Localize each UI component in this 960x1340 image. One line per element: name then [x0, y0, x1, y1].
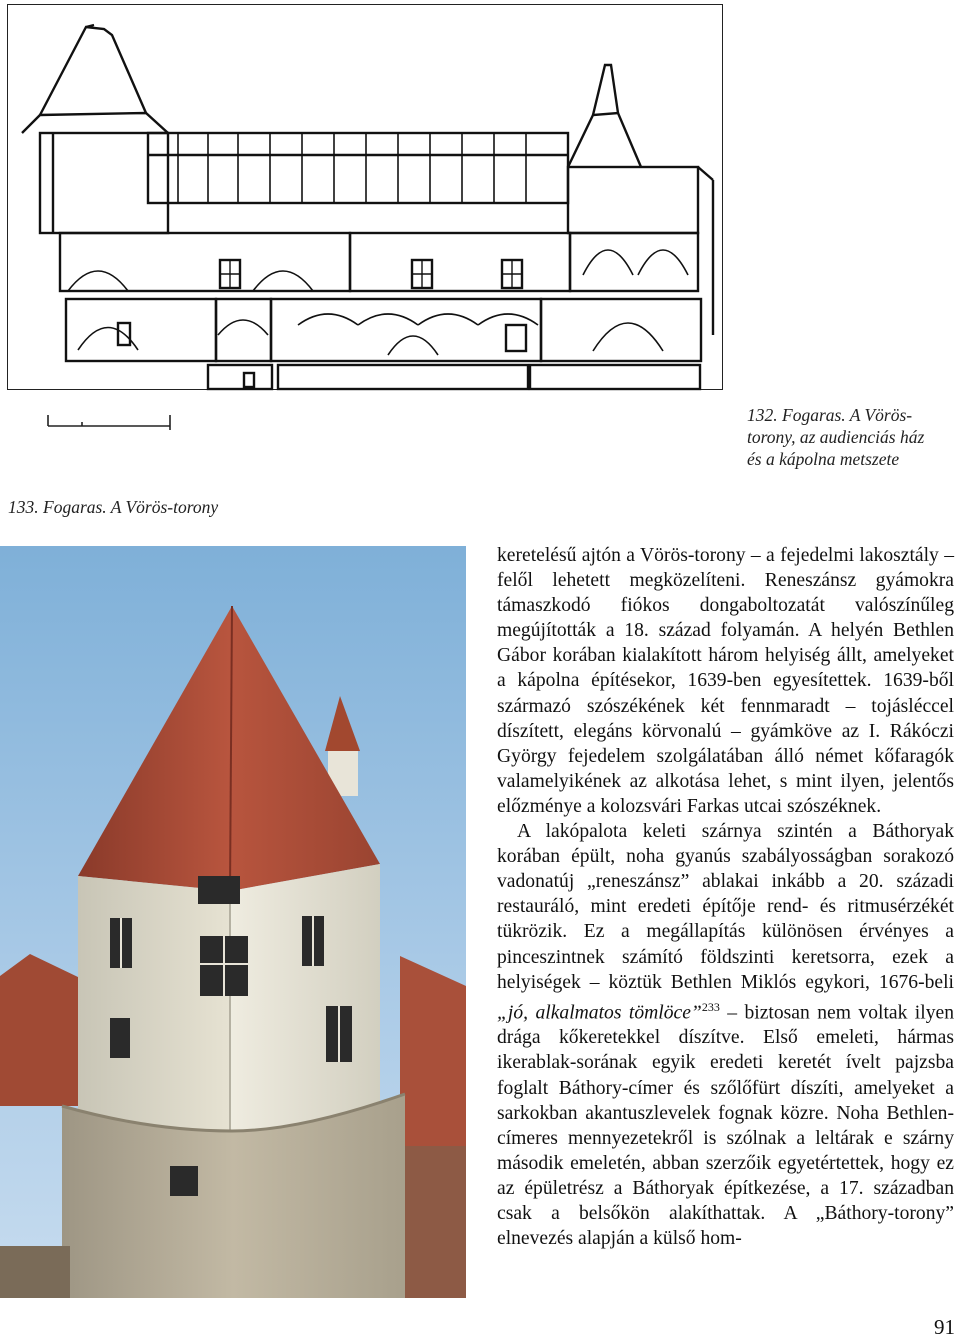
figure-132-section-drawing — [7, 4, 723, 390]
archival-quote: „jó, alkalmatos tömlöce” — [497, 1002, 702, 1024]
page-number: 91 — [934, 1315, 955, 1339]
figure-132-caption-line-2: torony, az audienciás ház — [747, 427, 925, 447]
paragraph-2-after: – biztosan nem voltak ilyen drága kőkeretekkel díszítve. Első emeleti, hármas ikerablak-sorának egyik eredeti keretét ívelt pajzsba foglalt Báthory-címer és szőlőfürt díszíti, amelyeket a sarkokban akantuszlevelek fognak közre. Noha Bethlen-címeres mennyezetekről is szólnak a leltárak e szárny második emeletén, abban szerzőik egyetértettek, hogy ez az épületrész a Báthoryak építkezése, a 17. században csak a belsőkön alakíthattak. A „Báthory-torony” elnevezés alapján a külső hom- — [497, 1002, 954, 1250]
footnote-ref: 233 — [701, 999, 720, 1014]
figure-132-caption-line-1: 132. Fogaras. A Vörös- — [747, 405, 913, 425]
section-drawing-svg — [8, 5, 724, 391]
paragraph-2-before: A lakópalota keleti szárnya szintén a Báthoryak korában épült, noha gyanús szabályosságban sorakozó vadonatúj „reneszánsz” ablakai inkább a 20. századi restauráló, mint eredeti építője rend- és ritmusérzékét tükrözik. Ez a megállapítás különösen érvényes a pinceszintnek számító földszinti keretsorra, ezek a helyiségek – köztük Bethlen Miklós egykori, 1676-beli — [497, 821, 954, 993]
figure-133-caption: 133. Fogaras. A Vörös-torony — [8, 497, 219, 517]
figure-132-caption-line-3: és a kápolna metszete — [747, 449, 900, 469]
figure-132-caption — [747, 404, 947, 470]
figure-133-tower-photo — [0, 546, 466, 1298]
body-text — [497, 543, 954, 1251]
scale-bar — [44, 412, 184, 436]
paragraph-2 — [497, 819, 954, 1251]
paragraph-1: keretelésű ajtón a Vörös-torony – a fejedelmi lakosztály – felől lehetett megközelíteni. Reneszánsz gyámokra támaszkodó fiókos dongaboltozatát valószínűleg megújították a 18. század folyamán. A helyén Bethlen Gábor korában kialakított három helyiség állt, amelyeket a kápolna építésekor, 1639-ben egyesítettek. 1639-ből származó szószékének két fennmaradt – tojásléccel díszített, elegáns körvonalú – gyámköve az I. Rákóczi György fejedelem szolgálatában álló német kőfaragók valamelyikének az alkotása lehet, s mint ilyen, jelentős előzménye a kolozsvári Farkas utcai szószéknek. — [497, 545, 954, 817]
